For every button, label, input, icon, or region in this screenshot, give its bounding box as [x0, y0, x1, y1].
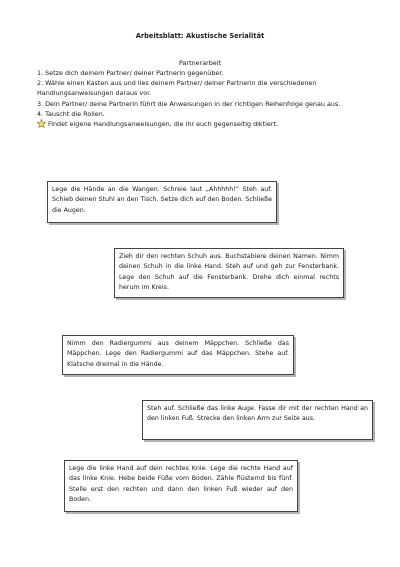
instruction-list [37, 68, 372, 129]
star-icon [37, 119, 46, 128]
instruction-item: 4. Tauscht die Rollen. [37, 109, 105, 118]
page-title: Arbeitsblatt: Akustische Serialität [135, 32, 265, 40]
page-subtitle: Partnerarbeit [178, 59, 222, 67]
instruction-card: Steh auf. Schließe das linke Auge. Fasse dir mit der rechten Hand an den linken Fuß. Strecke den linken Arm zur Seite aus. [142, 400, 373, 440]
instruction-card: Nimm den Radiergummi aus deinem Mäppchen. Schließe das Mäppchen. Lege den Radiergummi auf das Mäppchen. Stehe auf. Klatsche dreimal in die Hände. [62, 335, 294, 375]
instruction-item: 2. Wähle einen Kasten aus und lies deinem Partner/ deiner Partnerin die verschiedenen Handlungsanweisungen daraus vor. [37, 79, 317, 98]
instruction-item: 1. Setze dich deinem Partner/ deiner Partnerin gegenüber. [37, 69, 224, 77]
instruction-card: Zieh dir den rechten Schuh aus. Buchstabiere deinen Namen. Nimm deinen Schuh in die linke Hand. Steh auf und geh zur Fensterbank. Lege den Schuh auf die Fensterbank. Drehe dich einmal rechts herum im Kreis. [114, 248, 344, 298]
instruction-item: 3. Dein Partner/ deine Partnerin führt die Anweisungen in der richtigen Reihenfolge genau aus. [37, 99, 341, 108]
instruction-card: Lege die linke Hand auf dein rechtes Knie. Lege die rechte Hand auf das linke Knie. Hebe beide Füße vom Boden. Zähle flüsternd bis fünf. Stelle erst den rechten und dann den linken Fuß wieder auf den Boden. [64, 460, 298, 512]
bonus-instruction-text: Findet eigene Handlungsanweisungen, die ihr euch gegenseitig diktiert. [48, 120, 278, 129]
bonus-instruction [37, 119, 372, 129]
instruction-card: Lege die Hände an die Wangen. Schreie laut „Ahhhhh!“ Steh auf. Schieb deinen Stuhl an den Tisch. Setze dich auf den Boden. Schließe die Augen. [47, 181, 277, 223]
